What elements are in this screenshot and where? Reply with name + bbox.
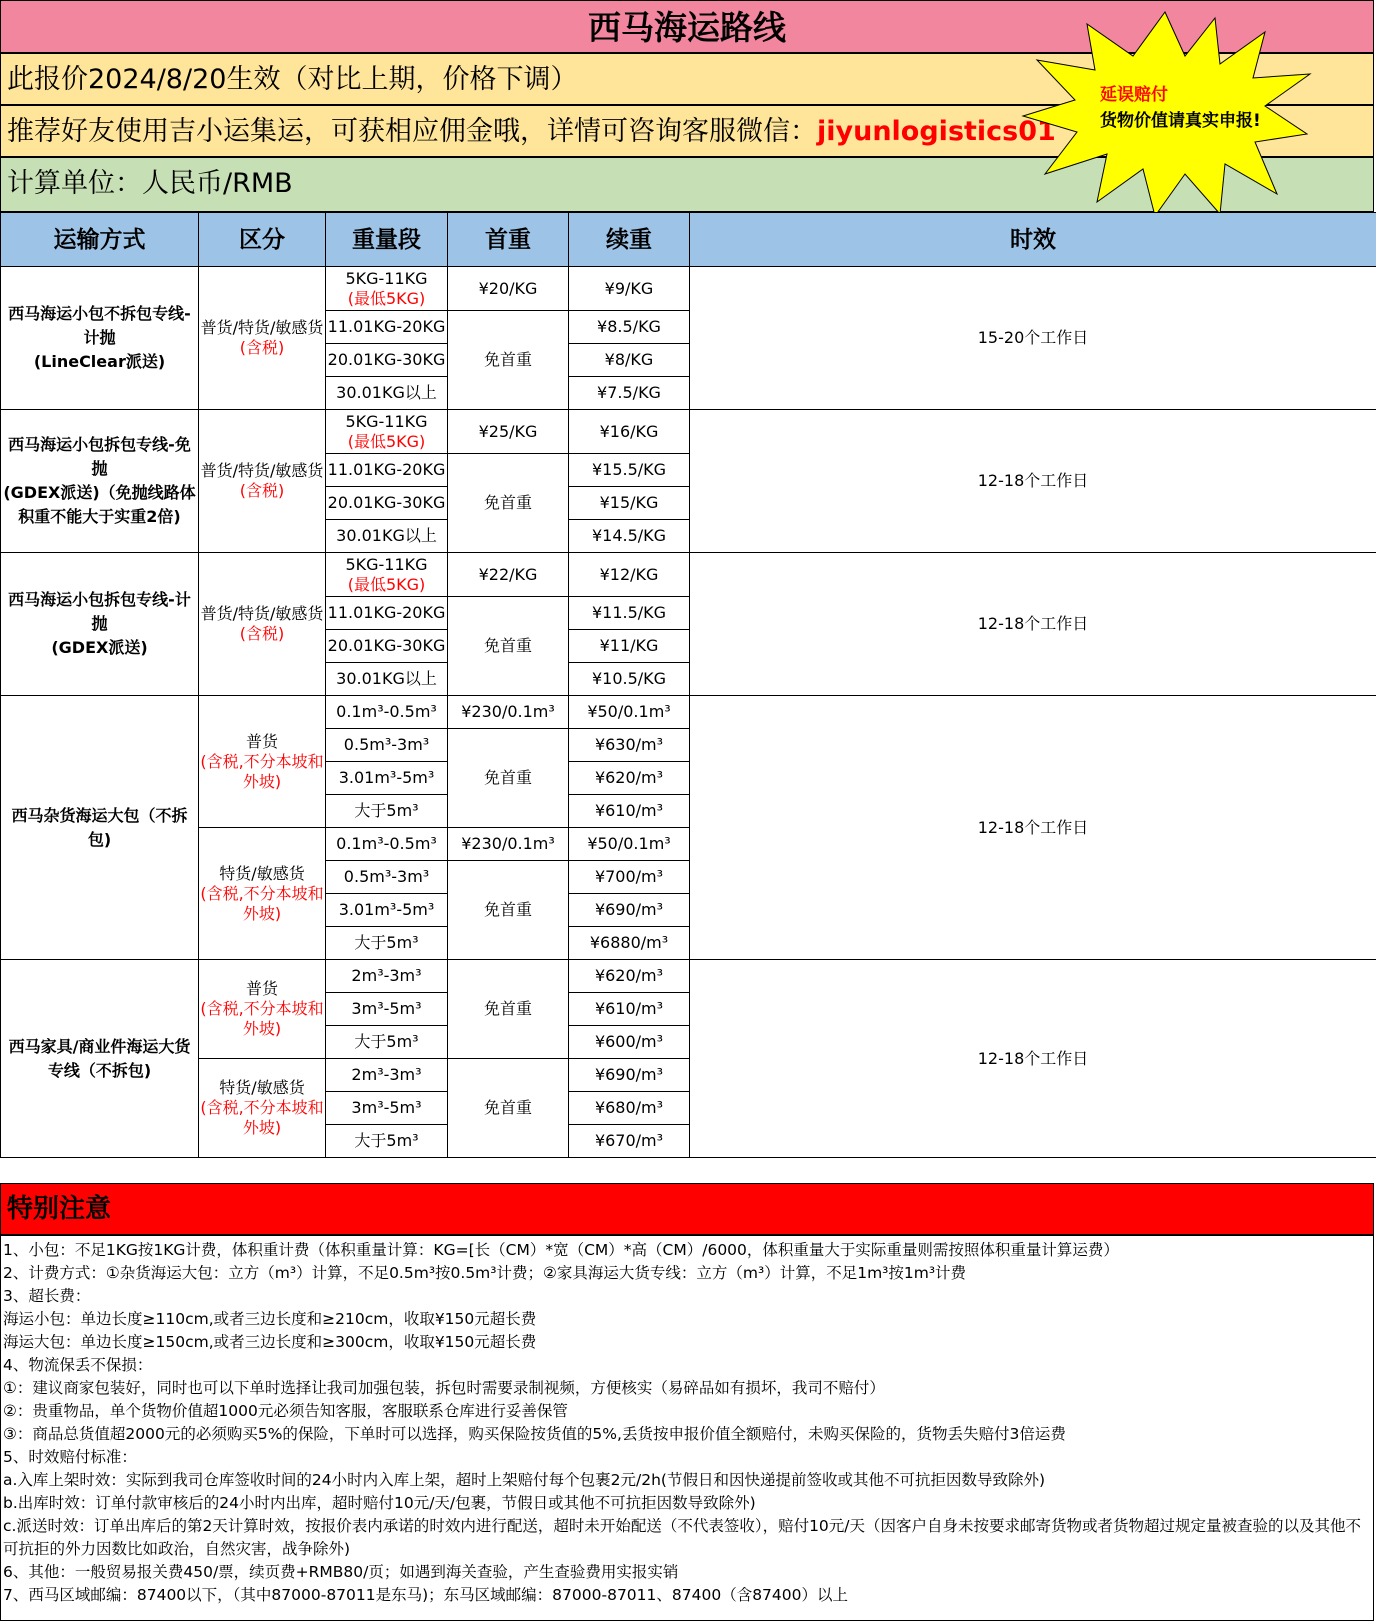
cont-weight-cell: ¥50/0.1m³ [569,828,690,861]
cont-weight-cell: ¥700/m³ [569,861,690,894]
cont-weight-cell: ¥690/m³ [569,1059,690,1092]
weight-range: 5KG-11KG [345,268,428,288]
category-label: 普货/特货/敏感货 [200,604,324,623]
category-note: (含税,不分本坡和外坡) [200,883,324,923]
weight-cell: 30.01KG以上 [326,663,448,696]
cont-weight-cell: ¥14.5/KG [569,520,690,553]
cont-weight-cell: ¥610/m³ [569,993,690,1026]
cont-weight-cell: ¥620/m³ [569,960,690,993]
weight-cell: 大于5m³ [326,1026,448,1059]
weight-note: (最低5KG) [347,288,426,308]
category-note: (含税,不分本坡和外坡) [200,1098,324,1137]
notice-line: ③：商品总货值超2000元的必须购买5%的保险，下单时可以选择，购买保险按货值的5%,丢货按申报价值全额赔付，未购买保险的，货物丢失赔付3倍运费 [3,1425,1066,1443]
route-mode: 西马杂货海运大包（不拆包) [1,696,199,960]
cont-weight-cell: ¥50/0.1m³ [569,696,690,729]
transit-time: 12-18个工作日 [690,960,1376,1158]
weight-cell: 3.01m³-5m³ [326,762,448,795]
category-label: 普货 [245,979,278,998]
weight-range: 5KG-11KG [345,554,428,574]
weight-cell: 大于5m³ [326,795,448,828]
delay-compensation-title: 延误赔付 [1100,85,1168,105]
col-header: 重量段 [326,213,448,267]
cont-weight-cell: ¥680/m³ [569,1092,690,1125]
notice-line: 海运小包：单边长度≥110cm,或者三边长度和≥210cm，收取¥150元超长费 [3,1310,537,1328]
weight-note: (最低5KG) [347,574,426,594]
cont-weight-cell: ¥690/m³ [569,894,690,927]
notice-line: 海运大包：单边长度≥150cm,或者三边长度和≥300cm，收取¥150元超长费 [3,1333,537,1351]
category-note: (含税) [239,481,285,500]
transit-time: 12-18个工作日 [690,696,1376,960]
category-label: 普货 [245,731,278,751]
weight-cell: 30.01KG以上 [326,377,448,410]
cont-weight-cell: ¥620/m³ [569,762,690,795]
cont-weight-cell: ¥15.5/KG [569,454,690,487]
currency-unit-line: 计算单位：人民币/RMB [0,157,1374,212]
cont-weight-cell: ¥10.5/KG [569,663,690,696]
weight-cell: 20.01KG-30KG [326,630,448,663]
table-row [1,696,1376,729]
col-header: 区分 [199,213,326,267]
cont-weight-cell: ¥610/m³ [569,795,690,828]
cont-weight-cell: ¥600/m³ [569,1026,690,1059]
category-note: (含税) [239,624,285,643]
weight-cell [326,410,448,454]
notice-line: 3、超长费： [3,1287,91,1305]
col-header: 时效 [690,213,1376,267]
first-weight-cell: 免首重 [448,1059,569,1158]
table-row [1,960,1376,993]
route-category [199,267,326,410]
route-mode: 西马家具/商业件海运大货专线（不拆包) [1,960,199,1158]
first-weight-cell: 免首重 [448,861,569,960]
category-label: 特货/敏感货 [219,1078,305,1097]
route-mode: 西马海运小包不拆包专线-计抛 (LineClear派送) [1,267,199,410]
weight-range: 5KG-11KG [345,411,428,431]
cont-weight-cell: ¥670/m³ [569,1125,690,1158]
cont-weight-cell: ¥11/KG [569,630,690,663]
table-row [1,553,1376,597]
notice-line: ②：贵重物品，单个货物价值超1000元必须告知客服，客服联系仓库进行妥善保管 [3,1402,568,1420]
route-category [199,960,326,1059]
notice-line: 1、小包：不足1KG按1KG计费，体积重计费（体积重量计算：KG=[长（CM）*宽（CM）*高（CM）/6000，体积重量大于实际重量则需按照体积重量计算运费） [3,1241,1119,1259]
cont-weight-cell: ¥16/KG [569,410,690,454]
weight-cell: 大于5m³ [326,927,448,960]
wechat-id: jiyunlogistics01 [817,116,1056,147]
route-category [199,696,326,828]
col-header: 续重 [569,213,690,267]
route-category [199,410,326,553]
route-category [199,553,326,696]
weight-cell: 30.01KG以上 [326,520,448,553]
first-weight-cell: 免首重 [448,311,569,410]
weight-cell: 0.5m³-3m³ [326,861,448,894]
notice-heading: 特别注意 [0,1183,1374,1235]
declare-value-note: 货物价值请真实申报! [1100,111,1261,131]
first-weight-cell: ¥25/KG [448,410,569,454]
route-category [199,828,326,960]
weight-cell [326,553,448,597]
first-weight-cell: 免首重 [448,960,569,1059]
weight-cell [326,267,448,311]
rate-table [0,212,1376,1158]
weight-cell: 大于5m³ [326,1125,448,1158]
weight-cell: 0.1m³-0.5m³ [326,828,448,861]
weight-cell: 11.01KG-20KG [326,454,448,487]
notice-line: 7、西马区域邮编：87400以下，（其中87000-87011是东马)；东马区域邮编：87000-87011、87400（含87400）以上 [3,1586,849,1604]
first-weight-cell: ¥230/0.1m³ [448,696,569,729]
notice-line: ①：建议商家包装好，同时也可以下单时选择让我司加强包装，拆包时需要录制视频，方便核实（易碎品如有损坏，我司不赔付） [3,1379,885,1397]
transit-time: 15-20个工作日 [690,267,1376,410]
first-weight-cell: ¥230/0.1m³ [448,828,569,861]
table-row [1,267,1376,311]
weight-cell: 20.01KG-30KG [326,487,448,520]
referral-text: 推荐好友使用吉小运集运，可获相应佣金哦，详情可咨询客服微信： [7,116,817,147]
col-header: 首重 [448,213,569,267]
weight-note: (最低5KG) [347,431,426,451]
notice-line: b.出库时效：订单付款审核后的24小时内出库，超时赔付10元/天/包裹，节假日或其他不可抗拒因数导致除外) [3,1494,756,1512]
weight-cell: 2m³-3m³ [326,960,448,993]
table-row [1,410,1376,454]
category-label: 普货/特货/敏感货 [200,461,324,480]
weight-cell: 11.01KG-20KG [326,311,448,344]
first-weight-cell: ¥20/KG [448,267,569,311]
transit-time: 12-18个工作日 [690,410,1376,553]
notice-line: 5、时效赔付标准： [3,1448,137,1466]
category-label: 特货/敏感货 [219,863,305,883]
cont-weight-cell: ¥8/KG [569,344,690,377]
cont-weight-cell: ¥6880/m³ [569,927,690,960]
first-weight-cell: 免首重 [448,597,569,696]
effective-date-line: 此报价2024/8/20生效（对比上期，价格下调） [0,53,1374,105]
weight-cell: 20.01KG-30KG [326,344,448,377]
category-label: 普货/特货/敏感货 [200,318,324,337]
weight-cell: 11.01KG-20KG [326,597,448,630]
notice-line: 2、计费方式：①杂货海运大包：立方（m³）计算，不足0.5m³按0.5m³计费；②家具海运大货专线：立方（m³）计算，不足1m³按1m³计费 [3,1264,967,1282]
delay-compensation-note [1100,82,1300,134]
transit-time: 12-18个工作日 [690,553,1376,696]
first-weight-cell: 免首重 [448,729,569,828]
cont-weight-cell: ¥630/m³ [569,729,690,762]
cont-weight-cell: ¥12/KG [569,553,690,597]
first-weight-cell: 免首重 [448,454,569,553]
weight-cell: 0.1m³-0.5m³ [326,696,448,729]
cont-weight-cell: ¥9/KG [569,267,690,311]
category-note: (含税) [239,338,285,357]
notice-body [0,1235,1374,1621]
table-header [1,213,1376,267]
cont-weight-cell: ¥7.5/KG [569,377,690,410]
weight-cell: 3m³-5m³ [326,1092,448,1125]
route-mode: 西马海运小包拆包专线-免抛 (GDEX派送)（免抛线路体积重不能大于实重2倍) [1,410,199,553]
notice-line: 4、物流保丢不保损： [3,1356,153,1374]
notice-line: a.入库上架时效：实际到我司仓库签收时间的24小时内入库上架，超时上架赔付每个包裹2元/2h(节假日和因快递提前签收或其他不可抗拒因数导致除外) [3,1471,1046,1489]
route-mode: 西马海运小包拆包专线-计抛 (GDEX派送) [1,553,199,696]
cont-weight-cell: ¥11.5/KG [569,597,690,630]
weight-cell: 2m³-3m³ [326,1059,448,1092]
cont-weight-cell: ¥8.5/KG [569,311,690,344]
page-title: 西马海运路线 [0,0,1374,53]
category-note: (含税,不分本坡和外坡) [200,999,324,1038]
category-note: (含税,不分本坡和外坡) [200,751,324,791]
col-header: 运输方式 [1,213,199,267]
notice-line: c.派送时效：订单出库后的第2天计算时效，按报价表内承诺的时效内进行配送，超时未开始配送（不代表签收），赔付10元/天（因客户自身未按要求邮寄货物或者货物超过规定量被查验的以及其他不可抗拒的外力因数比如政治，自然灾害，战争除外) [3,1517,1362,1558]
weight-cell: 3m³-5m³ [326,993,448,1026]
weight-cell: 3.01m³-5m³ [326,894,448,927]
cont-weight-cell: ¥15/KG [569,487,690,520]
route-category [199,1059,326,1158]
first-weight-cell: ¥22/KG [448,553,569,597]
weight-cell: 0.5m³-3m³ [326,729,448,762]
notice-line: 6、其他：一般贸易报关费450/票，续页费+RMB80/页；如遇到海关查验，产生查验费用实报实销 [3,1563,679,1581]
